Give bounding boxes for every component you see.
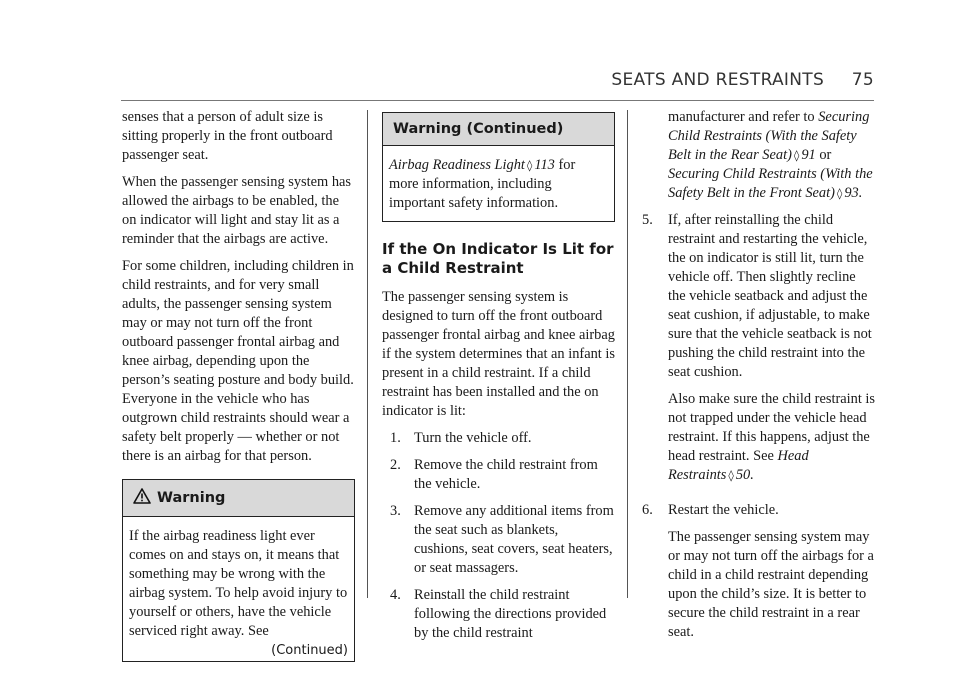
- page-number: 75: [851, 70, 874, 90]
- warning-title: Warning (Continued): [393, 121, 564, 137]
- warning-triangle-icon: [133, 488, 151, 508]
- list-item: 1. Turn the vehicle off.: [390, 430, 532, 446]
- list-item: 6. Restart the vehicle. The passenger sensing system may or may not turn off the airbags for a child in a child restraint depending upon the child’s size. It is better to secure the child restraint in a rear seat.: [642, 502, 874, 640]
- page-ref-icon: ◊: [728, 469, 734, 482]
- paragraph: The passenger sensing system is designed to turn off the front outboard passenger frontal airbag and knee airbag if the system determines that an infant is present in a child restraint. If a child restraint has been installed and the on indicator is lit:: [382, 289, 615, 419]
- warning-title: Warning: [157, 490, 226, 506]
- steps-list: [642, 211, 875, 650]
- page-ref-icon: ◊: [836, 187, 843, 200]
- cross-reference-link[interactable]: Head Restraints ◊ 50.: [668, 448, 809, 483]
- warning-box-continued: [382, 112, 615, 222]
- column-2: [382, 108, 615, 651]
- list-item: 3. Remove any additional items from the seat such as blankets, cushions, seat covers, seat heaters, or seat massagers.: [390, 503, 614, 576]
- cross-reference-link[interactable]: Securing Child Restraints (With the Safety Belt in the Front Seat) ◊ 93.: [668, 166, 873, 201]
- cross-reference-link[interactable]: Airbag Readiness Light ◊ 113: [389, 157, 555, 173]
- warning-header: [383, 113, 614, 146]
- column-divider: [367, 110, 368, 598]
- column-1: [122, 108, 355, 662]
- steps-list: [382, 429, 615, 643]
- warning-text: If the airbag readiness light ever comes on and stays on, it means that something may be wrong with the airbag system. To help avoid injury to yourself or others, have the vehicle serviced right away. See: [129, 528, 348, 639]
- list-item: 5. If, after reinstalling the child restraint and restarting the vehicle, the on indicator is still lit, turn the vehicle off. Then slightly recline the vehicle seatback and adjust the seat cushion, if adjustable, to make sure that the vehicle seatback is not pushing the child restraint into the seat cushion. Also make sure the child restraint is not trapped under the vehicle head restraint. If this happens, adjust the head restraint. See Head Restraints ◊ 50.: [642, 212, 876, 483]
- column-3: [642, 108, 875, 658]
- paragraph: manufacturer and refer to Securing Child Restraints (With the Safety Belt in the Rear Seat) ◊ 91 or Securing Child Restraints (With the Safety Belt in the Front Seat) ◊ 93.: [668, 109, 873, 201]
- column-divider: [627, 110, 628, 598]
- page-ref-icon: ◊: [793, 149, 800, 162]
- continued-label: (Continued): [271, 643, 348, 658]
- list-item: 2. Remove the child restraint from the vehicle.: [390, 457, 598, 492]
- warning-text: Airbag Readiness Light ◊ 113 for more information, including important safety information.: [389, 157, 576, 211]
- header-rule: [121, 100, 874, 101]
- warning-box: [122, 479, 355, 662]
- paragraph: When the passenger sensing system has allowed the airbags to be enabled, the on indicator will light and stay lit as a reminder that the airbags are active.: [122, 174, 351, 247]
- paragraph: For some children, including children in child restraints, and for very small adults, the passenger sensing system may or may not turn off the front outboard passenger frontal airbag and knee airbag, depending upon the person’s seating posture and body build. Everyone in the vehicle who has outgrown child restraints should wear a safety belt properly — whether or not there is an airbag for that person.: [122, 258, 354, 464]
- paragraph: senses that a person of adult size is sitting properly in the front outboard passenger seat.: [122, 109, 333, 163]
- page-header: [611, 70, 874, 90]
- section-title: SEATS AND RESTRAINTS: [611, 70, 825, 90]
- section-heading: If the On Indicator Is Lit for a Child Restraint: [382, 240, 614, 277]
- list-item: 4. Reinstall the child restraint following the directions provided by the child restraint: [390, 587, 607, 641]
- page-ref-icon: ◊: [526, 159, 533, 172]
- warning-header: [123, 480, 354, 517]
- cross-reference-link[interactable]: Securing Child Restraints (With the Safety Belt in the Rear Seat) ◊ 91: [668, 109, 870, 163]
